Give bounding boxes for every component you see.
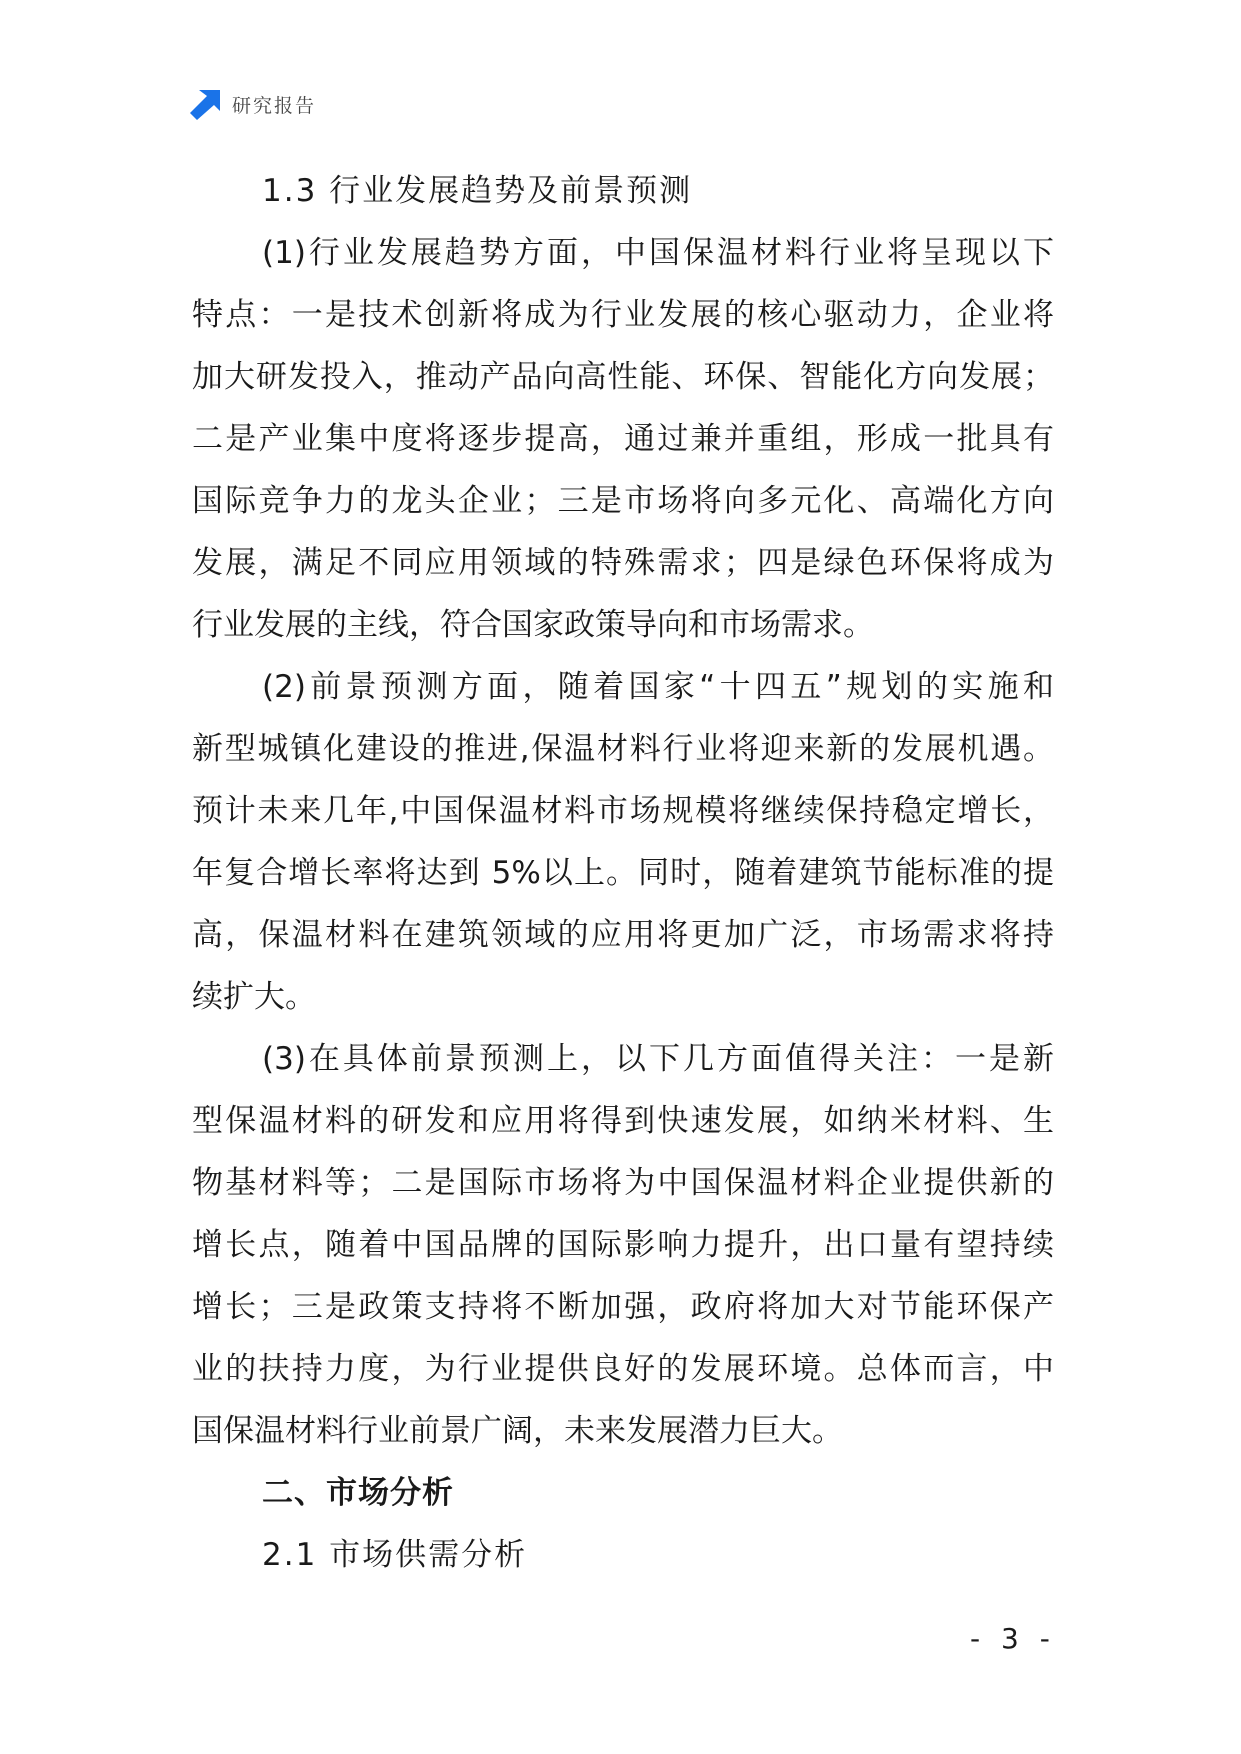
paragraph-line: 行业发展的主线，符合国家政策导向和市场需求。 — [192, 607, 874, 643]
section-heading-2-1: 2.1 市场供需分析 — [262, 1537, 528, 1573]
paragraph-line: (2)前景预测方面，随着国家“十四五”规划的实施和 — [262, 669, 1054, 705]
paragraph-forecast — [192, 656, 1054, 1028]
paragraph-line: 高，保温材料在建筑领域的应用将更加广泛，市场需求将持 — [192, 917, 1054, 953]
section-heading-2: 二、市场分析 — [262, 1475, 454, 1511]
paragraph-line: 发展，满足不同应用领域的特殊需求；四是绿色环保将成为 — [192, 545, 1054, 581]
paragraph-line: 业的扶持力度，为行业提供良好的发展环境。总体而言，中 — [192, 1351, 1054, 1387]
paragraph-line: 续扩大。 — [192, 979, 316, 1015]
paragraph-line: 预计未来几年,中国保温材料市场规模将继续保持稳定增长， — [192, 793, 1054, 829]
paragraph-specific-forecast — [192, 1028, 1054, 1462]
page-number: - 3 - — [970, 1622, 1056, 1655]
paragraph-line: 特点：一是技术创新将成为行业发展的核心驱动力，企业将 — [192, 297, 1054, 333]
section-heading-1-3: 1.3 行业发展趋势及前景预测 — [262, 173, 693, 209]
document-body — [192, 160, 1054, 1586]
paragraph-line: 增长点，随着中国品牌的国际影响力提升，出口量有望持续 — [192, 1227, 1054, 1263]
paragraph-line: 国保温材料行业前景广阔，未来发展潜力巨大。 — [192, 1413, 843, 1449]
paragraph-line: 国际竞争力的龙头企业；三是市场将向多元化、高端化方向 — [192, 483, 1054, 519]
header-title: 研究报告 — [232, 94, 317, 117]
page-header — [190, 86, 316, 122]
paragraph-line: (3)在具体前景预测上，以下几方面值得关注：一是新 — [262, 1041, 1054, 1077]
paragraph-line: 增长；三是政策支持将不断加强，政府将加大对节能环保产 — [192, 1289, 1054, 1325]
arrow-up-right-icon — [190, 88, 222, 120]
paragraph-line: 加大研发投入，推动产品向高性能、环保、智能化方向发展； — [192, 359, 1054, 395]
paragraph-trends — [192, 222, 1054, 656]
paragraph-line: 新型城镇化建设的推进,保温材料行业将迎来新的发展机遇。 — [192, 731, 1054, 767]
paragraph-line: 二是产业集中度将逐步提高，通过兼并重组，形成一批具有 — [192, 421, 1054, 457]
paragraph-line: 物基材料等；二是国际市场将为中国保温材料企业提供新的 — [192, 1165, 1054, 1201]
paragraph-line: 型保温材料的研发和应用将得到快速发展，如纳米材料、生 — [192, 1103, 1054, 1139]
paragraph-line: 年复合增长率将达到 5%以上。同时，随着建筑节能标准的提 — [192, 855, 1054, 891]
paragraph-line: (1)行业发展趋势方面，中国保温材料行业将呈现以下 — [262, 235, 1054, 271]
